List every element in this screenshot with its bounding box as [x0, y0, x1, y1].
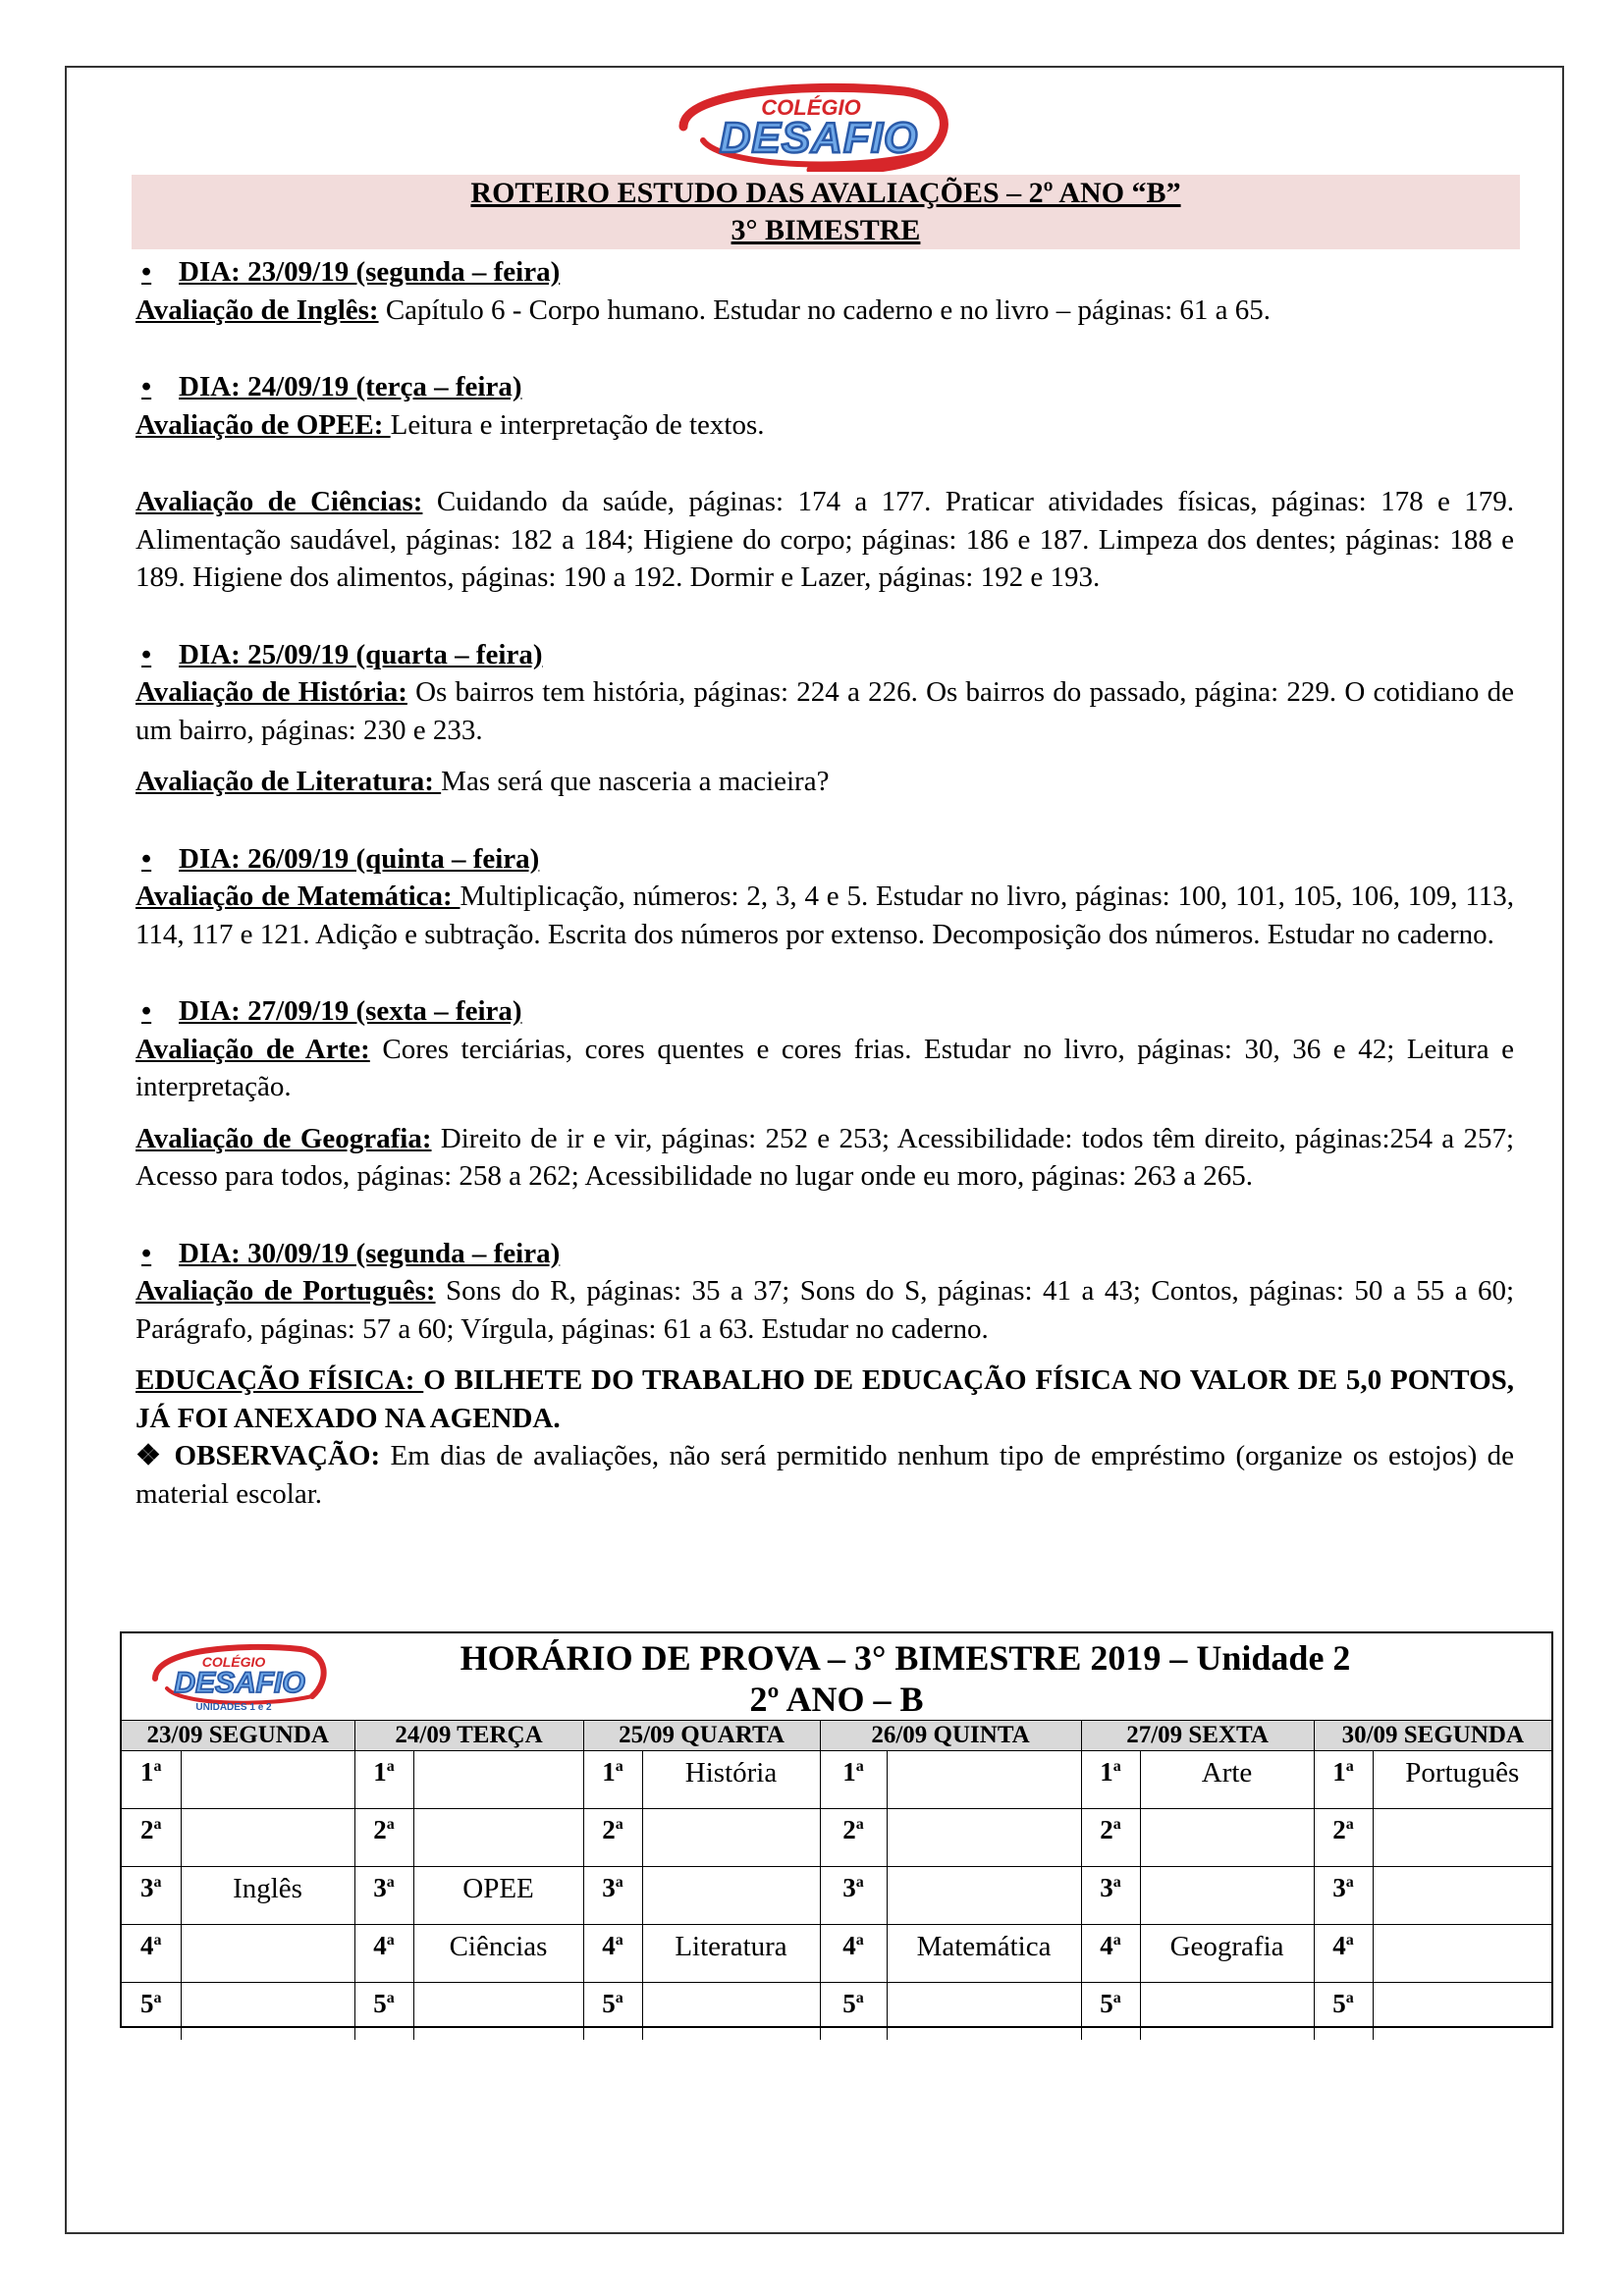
exam-subject-cell: [413, 1751, 583, 1809]
exam-subject-cell: Arte: [1140, 1751, 1314, 1809]
desafio-logo-graphic: [664, 81, 958, 172]
period-number: 5$^a$: [1314, 1983, 1373, 2041]
subject-label: Avaliação de Geografia:: [135, 1122, 432, 1154]
exam-subject-cell: [1373, 1925, 1551, 1983]
subject-label: Avaliação de OPEE:: [135, 408, 391, 441]
column-header: 30/09 SEGUNDA: [1314, 1721, 1551, 1751]
schedule-header: [122, 1633, 1551, 1721]
period-number: 1$^a$: [1314, 1751, 1373, 1809]
subject-content: Sons do R, páginas: 35 a 37; Sons do S, páginas: 41 a 43; Contos, páginas: 50 a 55 a 60; Parágrafo, páginas: 57 a 60; Vírgula, páginas: 61 a 63. Estudar no caderno.: [135, 1275, 1514, 1345]
period-number: 5$^a$: [583, 1983, 642, 2041]
period-number: 5$^a$: [1081, 1983, 1140, 2041]
subject-content: Cores terciárias, cores quentes e cores frias. Estudar no livro, páginas: 30, 36 e 42; Leitura e interpretação.: [135, 1033, 1514, 1102]
exam-subject-cell: Geografia: [1140, 1925, 1314, 1983]
schedule-logo-main-text: DESAFIO: [174, 1667, 305, 1699]
table-row: [122, 1983, 1551, 2041]
exam-subject-cell: Português: [1373, 1751, 1551, 1809]
period-number: 2$^a$: [1081, 1809, 1140, 1867]
period-number: 1$^a$: [583, 1751, 642, 1809]
exam-subject-cell: [887, 1809, 1081, 1867]
exam-subject-cell: [642, 1867, 820, 1925]
period-number: 5$^a$: [122, 1983, 181, 2041]
observation-label: OBSERVAÇÃO:: [164, 1440, 381, 1471]
exam-subject-cell: OPEE: [413, 1867, 583, 1925]
subject-label: Avaliação de Arte:: [135, 1033, 370, 1065]
logo-top-text: COLÉGIO: [761, 95, 861, 120]
period-number: 5$^a$: [820, 1983, 887, 2041]
exam-subject-cell: Matemática: [887, 1925, 1081, 1983]
subject-content: Cuidando da saúde, páginas: 174 a 177. Praticar atividades físicas, páginas: 178 e 179. Alimentação saudável, páginas: 182 a 184; Higiene do corpo; páginas: 186 e 187. Limpeza dos dentes; páginas: 188 e 189. Higiene dos alimentos, páginas: 190 a 192. Dormir e Lazer, páginas: 192 e 193.: [135, 486, 1514, 593]
period-number: 2$^a$: [583, 1809, 642, 1867]
period-number: 1$^a$: [1081, 1751, 1140, 1809]
observation-note: [135, 1437, 1514, 1513]
period-number: 1$^a$: [820, 1751, 887, 1809]
exam-subject-cell: [1373, 1809, 1551, 1867]
period-number: 1$^a$: [354, 1751, 413, 1809]
subject-label: Avaliação de Matemática:: [135, 881, 460, 912]
table-row: [122, 1809, 1551, 1867]
day-heading: • DIA: 26/09/19 (quinta – feira): [135, 840, 1514, 879]
pe-note-label: EDUCAÇÃO FÍSICA:: [135, 1364, 424, 1396]
day-heading: • DIA: 25/09/19 (quarta – feira): [135, 636, 1514, 674]
title-line-1: ROTEIRO ESTUDO DAS AVALIAÇÕES – 2º ANO “B”: [470, 177, 1181, 209]
exam-entry: [135, 1272, 1514, 1348]
diamond-bullet-icon: ❖: [135, 1440, 165, 1471]
period-number: 3$^a$: [583, 1867, 642, 1925]
exam-subject-cell: Ciências: [413, 1925, 583, 1983]
period-number: 4$^a$: [820, 1925, 887, 1983]
subject-content: Direito de ir e vir, páginas: 252 e 253; Acessibilidade: todos têm direito, páginas:254 a 257; Acesso para todos, páginas: 258 a 262; Acessibilidade no lugar onde eu moro, páginas: 263 a 265.: [135, 1122, 1514, 1192]
pe-note-text: O BILHETE DO TRABALHO DE EDUCAÇÃO FÍSICA NO VALOR DE 5,0 PONTOS, JÁ FOI ANEXADO NA AGENDA.: [135, 1364, 1515, 1434]
day-heading: • DIA: 24/09/19 (terça – feira): [135, 368, 1514, 406]
period-number: 2$^a$: [820, 1809, 887, 1867]
table-row: [122, 1751, 1551, 1809]
study-guide-content: [135, 253, 1514, 1513]
bullet-icon: •: [141, 1237, 152, 1269]
exam-subject-cell: [1140, 1867, 1314, 1925]
exam-entry: [135, 292, 1514, 330]
exam-subject-cell: [642, 1809, 820, 1867]
period-number: 3$^a$: [122, 1867, 181, 1925]
schedule-title: HORÁRIO DE PROVA – 3° BIMESTRE 2019 – Unidade 2: [460, 1638, 1351, 1678]
period-number: 4$^a$: [1081, 1925, 1140, 1983]
schedule-column-headers: [122, 1721, 1551, 1751]
period-number: 4$^a$: [583, 1925, 642, 1983]
bullet-icon: •: [141, 371, 152, 402]
exam-entry: [135, 763, 1514, 801]
schedule-logo-top-text: COLÉGIO: [201, 1654, 266, 1670]
subject-content: Os bairros tem história, páginas: 224 a 226. Os bairros do passado, página: 229. O cotidiano de um bairro, páginas: 230 e 233.: [135, 676, 1514, 746]
column-header: 25/09 QUARTA: [583, 1721, 820, 1751]
period-number: 3$^a$: [820, 1867, 887, 1925]
subject-label: Avaliação de Português:: [135, 1275, 436, 1307]
period-number: 1$^a$: [122, 1751, 181, 1809]
period-number: 4$^a$: [354, 1925, 413, 1983]
school-logo: [664, 81, 958, 172]
day-heading: • DIA: 30/09/19 (segunda – feira): [135, 1235, 1514, 1273]
exam-subject-cell: [413, 1983, 583, 2041]
exam-subject-cell: [413, 1809, 583, 1867]
period-number: 3$^a$: [1081, 1867, 1140, 1925]
period-number: 2$^a$: [1314, 1809, 1373, 1867]
bullet-icon: •: [141, 256, 152, 288]
bullet-icon: •: [141, 842, 152, 875]
subject-label: Avaliação de Inglês:: [135, 294, 379, 326]
day-heading: • DIA: 27/09/19 (sexta – feira): [135, 992, 1514, 1031]
exam-subject-cell: História: [642, 1751, 820, 1809]
period-number: 3$^a$: [354, 1867, 413, 1925]
exam-subject-cell: Inglês: [181, 1867, 354, 1925]
period-number: 4$^a$: [1314, 1925, 1373, 1983]
period-number: 4$^a$: [122, 1925, 181, 1983]
subject-content: Leitura e interpretação de textos.: [390, 408, 765, 441]
schedule-logo-sub-text: UNIDADES 1 e 2: [195, 1702, 272, 1713]
bullet-icon: •: [141, 638, 152, 670]
exam-entry: [135, 1120, 1514, 1196]
exam-entry: [135, 406, 1514, 445]
subject-content: Mas será que nasceria a macieira?: [441, 766, 830, 797]
bullet-icon: •: [141, 995, 152, 1027]
subject-content: Capítulo 6 - Corpo humano. Estudar no caderno e no livro – páginas: 61 a 65.: [378, 294, 1272, 326]
column-header: 27/09 SEXTA: [1081, 1721, 1314, 1751]
title-line-2: 3° BIMESTRE: [731, 214, 921, 246]
schedule-subtitle: 2º ANO – B: [749, 1680, 924, 1719]
exam-entry: [135, 1031, 1514, 1106]
table-row: [122, 1925, 1551, 1983]
period-number: 2$^a$: [122, 1809, 181, 1867]
exam-subject-cell: Literatura: [642, 1925, 820, 1983]
subject-content: Multiplicação, números: 2, 3, 4 e 5. Estudar no livro, páginas: 100, 101, 105, 106, 109, 113, 114, 117 e 121. Adição e subtração. Escrita dos números por extenso. Decomposição dos números. Estudar no caderno.: [135, 881, 1514, 950]
subject-label: Avaliação de Literatura:: [135, 766, 442, 797]
observation-text: Em dias de avaliações, não será permitido nenhum tipo de empréstimo (organize os estojos) de material escolar.: [135, 1440, 1515, 1510]
exam-subject-cell: [181, 1751, 354, 1809]
exam-subject-cell: [887, 1867, 1081, 1925]
exam-subject-cell: [887, 1983, 1081, 2041]
period-number: 5$^a$: [354, 1983, 413, 2041]
period-number: 2$^a$: [354, 1809, 413, 1867]
subject-label: Avaliação de Ciências:: [135, 486, 423, 517]
exam-entry: [135, 673, 1514, 749]
logo-main-text: DESAFIO: [719, 114, 919, 162]
column-header: 26/09 QUINTA: [820, 1721, 1081, 1751]
exam-subject-cell: [887, 1751, 1081, 1809]
exam-subject-cell: [181, 1809, 354, 1867]
exam-subject-cell: [1140, 1983, 1314, 2041]
exam-subject-cell: [1140, 1809, 1314, 1867]
exam-subject-cell: [181, 1925, 354, 1983]
period-number: 3$^a$: [1314, 1867, 1373, 1925]
column-header: 24/09 TERÇA: [354, 1721, 583, 1751]
exam-subject-cell: [1373, 1867, 1551, 1925]
exam-entry: [135, 483, 1514, 597]
day-heading: • DIA: 23/09/19 (segunda – feira): [135, 253, 1514, 292]
subject-label: Avaliação de História:: [135, 676, 407, 708]
exam-subject-cell: [181, 1983, 354, 2041]
exam-subject-cell: [642, 1983, 820, 2041]
exam-subject-cell: [1373, 1983, 1551, 2041]
schedule-grid: [122, 1721, 1551, 2040]
exam-entry: [135, 878, 1514, 953]
column-header: 23/09 SEGUNDA: [122, 1721, 354, 1751]
exam-schedule-table: [120, 1631, 1553, 2028]
pe-note: [135, 1362, 1514, 1437]
document-title: [132, 175, 1520, 249]
table-row: [122, 1867, 1551, 1925]
